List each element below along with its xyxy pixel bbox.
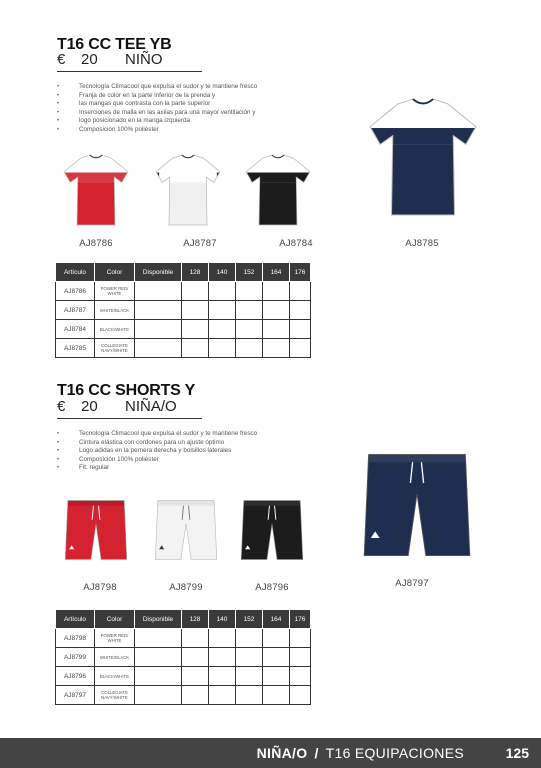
size-cell[interactable]: [182, 629, 209, 648]
column-header: 164: [263, 263, 290, 282]
size-cell[interactable]: [290, 320, 311, 339]
column-header: 176: [290, 610, 311, 629]
column-header: Artículo: [56, 610, 95, 629]
feature-item: • Franja de color en la parte inferior de la prenda y: [57, 92, 257, 101]
product-code: AJ8796: [255, 582, 289, 593]
tee-size-table: [55, 262, 311, 358]
size-cell[interactable]: [236, 629, 263, 648]
size-cell[interactable]: [263, 629, 290, 648]
feature-item: • Cintura elástica con cordones para un ajuste óptimo: [57, 439, 257, 448]
size-cell[interactable]: [263, 686, 290, 705]
product-code: AJ8799: [169, 582, 203, 593]
size-cell[interactable]: [290, 648, 311, 667]
column-header: 128: [182, 610, 209, 629]
table-row: [56, 629, 311, 648]
size-cell[interactable]: [290, 667, 311, 686]
color-cell: BLACK/WHITE: [95, 320, 135, 339]
article-cell: AJ8799: [56, 648, 95, 667]
column-header: 176: [290, 263, 311, 282]
available-cell[interactable]: [135, 320, 182, 339]
shorts-size-table: [55, 609, 311, 705]
size-cell[interactable]: [290, 686, 311, 705]
article-cell: AJ8785: [56, 339, 95, 358]
size-cell[interactable]: [236, 686, 263, 705]
product-code: AJ8786: [79, 238, 113, 249]
feature-item: • Tecnología Climacool que expulsa el sudor y te mantiene fresco: [57, 430, 257, 439]
color-cell: COLLEGIATE NAVY/WHITE: [95, 686, 135, 705]
feature-item: • Composición 100% poliéster: [57, 456, 257, 465]
size-cell[interactable]: [209, 667, 236, 686]
column-header: 140: [209, 263, 236, 282]
shorts-image-aj8799: [154, 487, 218, 573]
shorts-image-aj8797: [362, 436, 472, 574]
size-cell[interactable]: [182, 301, 209, 320]
article-cell: AJ8797: [56, 686, 95, 705]
size-cell[interactable]: [209, 648, 236, 667]
column-header: Artículo: [56, 263, 95, 282]
feature-item: • Logo adidas en la pernera derecha y bolsillos laterales: [57, 447, 257, 456]
tshirt-image-aj8787: [150, 145, 226, 235]
tee-price: 20: [81, 51, 98, 68]
available-cell[interactable]: [135, 282, 182, 301]
article-cell: AJ8796: [56, 667, 95, 686]
shorts-fill: [364, 454, 470, 555]
footer-breadcrumb: [257, 745, 464, 761]
available-cell[interactable]: [135, 339, 182, 358]
table-row: [56, 686, 311, 705]
tshirt-bottom-color: [150, 182, 226, 228]
product-code: AJ8787: [183, 238, 217, 249]
feature-item: • las mangas que contrasta con la parte superior: [57, 100, 257, 109]
color-cell: POWER RED/ WHITE: [95, 629, 135, 648]
table-header-row: [56, 263, 311, 282]
column-header: 152: [236, 263, 263, 282]
feature-item: • Inserciones de malla en las axilas para una mayor ventilación y: [57, 109, 257, 118]
column-header: 152: [236, 610, 263, 629]
column-header: 164: [263, 610, 290, 629]
shorts-image-aj8798: [64, 487, 128, 573]
size-cell[interactable]: [263, 648, 290, 667]
page-number: 125: [505, 745, 529, 761]
size-cell[interactable]: [182, 648, 209, 667]
article-cell: AJ8786: [56, 282, 95, 301]
shorts-title-rule: [57, 418, 202, 419]
table-row: [56, 648, 311, 667]
shorts-currency: €: [57, 398, 66, 415]
article-cell: AJ8798: [56, 629, 95, 648]
size-cell[interactable]: [263, 301, 290, 320]
tee-title-rule: [57, 71, 202, 72]
table-row: [56, 339, 311, 358]
tshirt-image-aj8785: [360, 78, 486, 236]
table-row: [56, 301, 311, 320]
shorts-features: [57, 430, 257, 473]
tee-gender: NIÑO: [125, 51, 163, 68]
footer-section: NIÑA/O: [256, 745, 308, 761]
available-cell[interactable]: [135, 301, 182, 320]
size-cell[interactable]: [236, 301, 263, 320]
size-cell[interactable]: [290, 339, 311, 358]
footer-collection: T16 EQUIPACIONES: [325, 745, 464, 761]
size-cell[interactable]: [209, 301, 236, 320]
product-code: AJ8798: [83, 582, 117, 593]
shorts-fill: [65, 501, 126, 560]
size-cell[interactable]: [236, 667, 263, 686]
table-row: [56, 282, 311, 301]
color-cell: COLLEGIATE NAVY/WHITE: [95, 339, 135, 358]
size-cell[interactable]: [263, 320, 290, 339]
feature-item: • Fit: regular: [57, 464, 257, 473]
tee-currency: €: [57, 51, 66, 68]
column-header: 140: [209, 610, 236, 629]
size-cell[interactable]: [236, 339, 263, 358]
feature-item: • logo posicionado en la manga izquierda: [57, 117, 257, 126]
color-cell: WHITE/BLACK: [95, 648, 135, 667]
column-header: Color: [95, 610, 135, 629]
column-header: 128: [182, 263, 209, 282]
color-cell: WHITE/BLACK: [95, 301, 135, 320]
tshirt-bottom-color: [360, 144, 486, 220]
shorts-price-line: [57, 398, 177, 415]
shorts-gender: NIÑA/O: [125, 398, 177, 415]
size-cell[interactable]: [290, 301, 311, 320]
shorts-fill: [155, 501, 216, 560]
size-cell[interactable]: [182, 667, 209, 686]
shorts-title: T16 CC SHORTS Y: [57, 382, 196, 399]
color-cell: POWER RED/ WHITE: [95, 282, 135, 301]
tshirt-bottom-color: [58, 182, 134, 228]
size-cell[interactable]: [236, 282, 263, 301]
size-cell[interactable]: [209, 320, 236, 339]
column-header: Disponible: [135, 263, 182, 282]
color-cell: BLACK/WHITE: [95, 667, 135, 686]
size-cell[interactable]: [236, 648, 263, 667]
available-cell[interactable]: [135, 686, 182, 705]
size-cell[interactable]: [236, 320, 263, 339]
tee-title: T16 CC TEE YB: [57, 36, 172, 53]
page-footer: [0, 738, 541, 768]
article-cell: AJ8784: [56, 320, 95, 339]
feature-item: • Composición 100% poliéster: [57, 126, 257, 135]
article-cell: AJ8787: [56, 301, 95, 320]
footer-separator: /: [314, 745, 319, 761]
size-cell[interactable]: [263, 339, 290, 358]
size-cell[interactable]: [209, 339, 236, 358]
table-header-row: [56, 610, 311, 629]
size-cell[interactable]: [182, 282, 209, 301]
available-cell[interactable]: [135, 629, 182, 648]
available-cell[interactable]: [135, 648, 182, 667]
size-cell[interactable]: [209, 686, 236, 705]
column-header: Color: [95, 263, 135, 282]
product-code: AJ8785: [405, 238, 439, 249]
size-cell[interactable]: [182, 686, 209, 705]
tshirt-image-aj8784: [240, 145, 316, 235]
size-cell[interactable]: [182, 339, 209, 358]
column-header: Disponible: [135, 610, 182, 629]
table-row: [56, 320, 311, 339]
feature-item: • Tecnología Climacool que expulsa el sudor y te mantiene fresco: [57, 83, 257, 92]
tshirt-bottom-color: [240, 182, 316, 228]
available-cell[interactable]: [135, 667, 182, 686]
shorts-image-aj8796: [240, 487, 304, 573]
table-row: [56, 667, 311, 686]
size-cell[interactable]: [209, 282, 236, 301]
size-cell[interactable]: [209, 629, 236, 648]
product-code: AJ8797: [395, 578, 429, 589]
size-cell[interactable]: [263, 282, 290, 301]
size-cell[interactable]: [290, 629, 311, 648]
shorts-fill: [241, 501, 302, 560]
size-cell[interactable]: [263, 667, 290, 686]
size-cell[interactable]: [290, 282, 311, 301]
shorts-price: 20: [81, 398, 98, 415]
product-code: AJ8784: [279, 238, 313, 249]
tee-price-line: [57, 51, 163, 68]
tshirt-image-aj8786: [58, 145, 134, 235]
tee-features: [57, 83, 257, 135]
size-cell[interactable]: [182, 320, 209, 339]
